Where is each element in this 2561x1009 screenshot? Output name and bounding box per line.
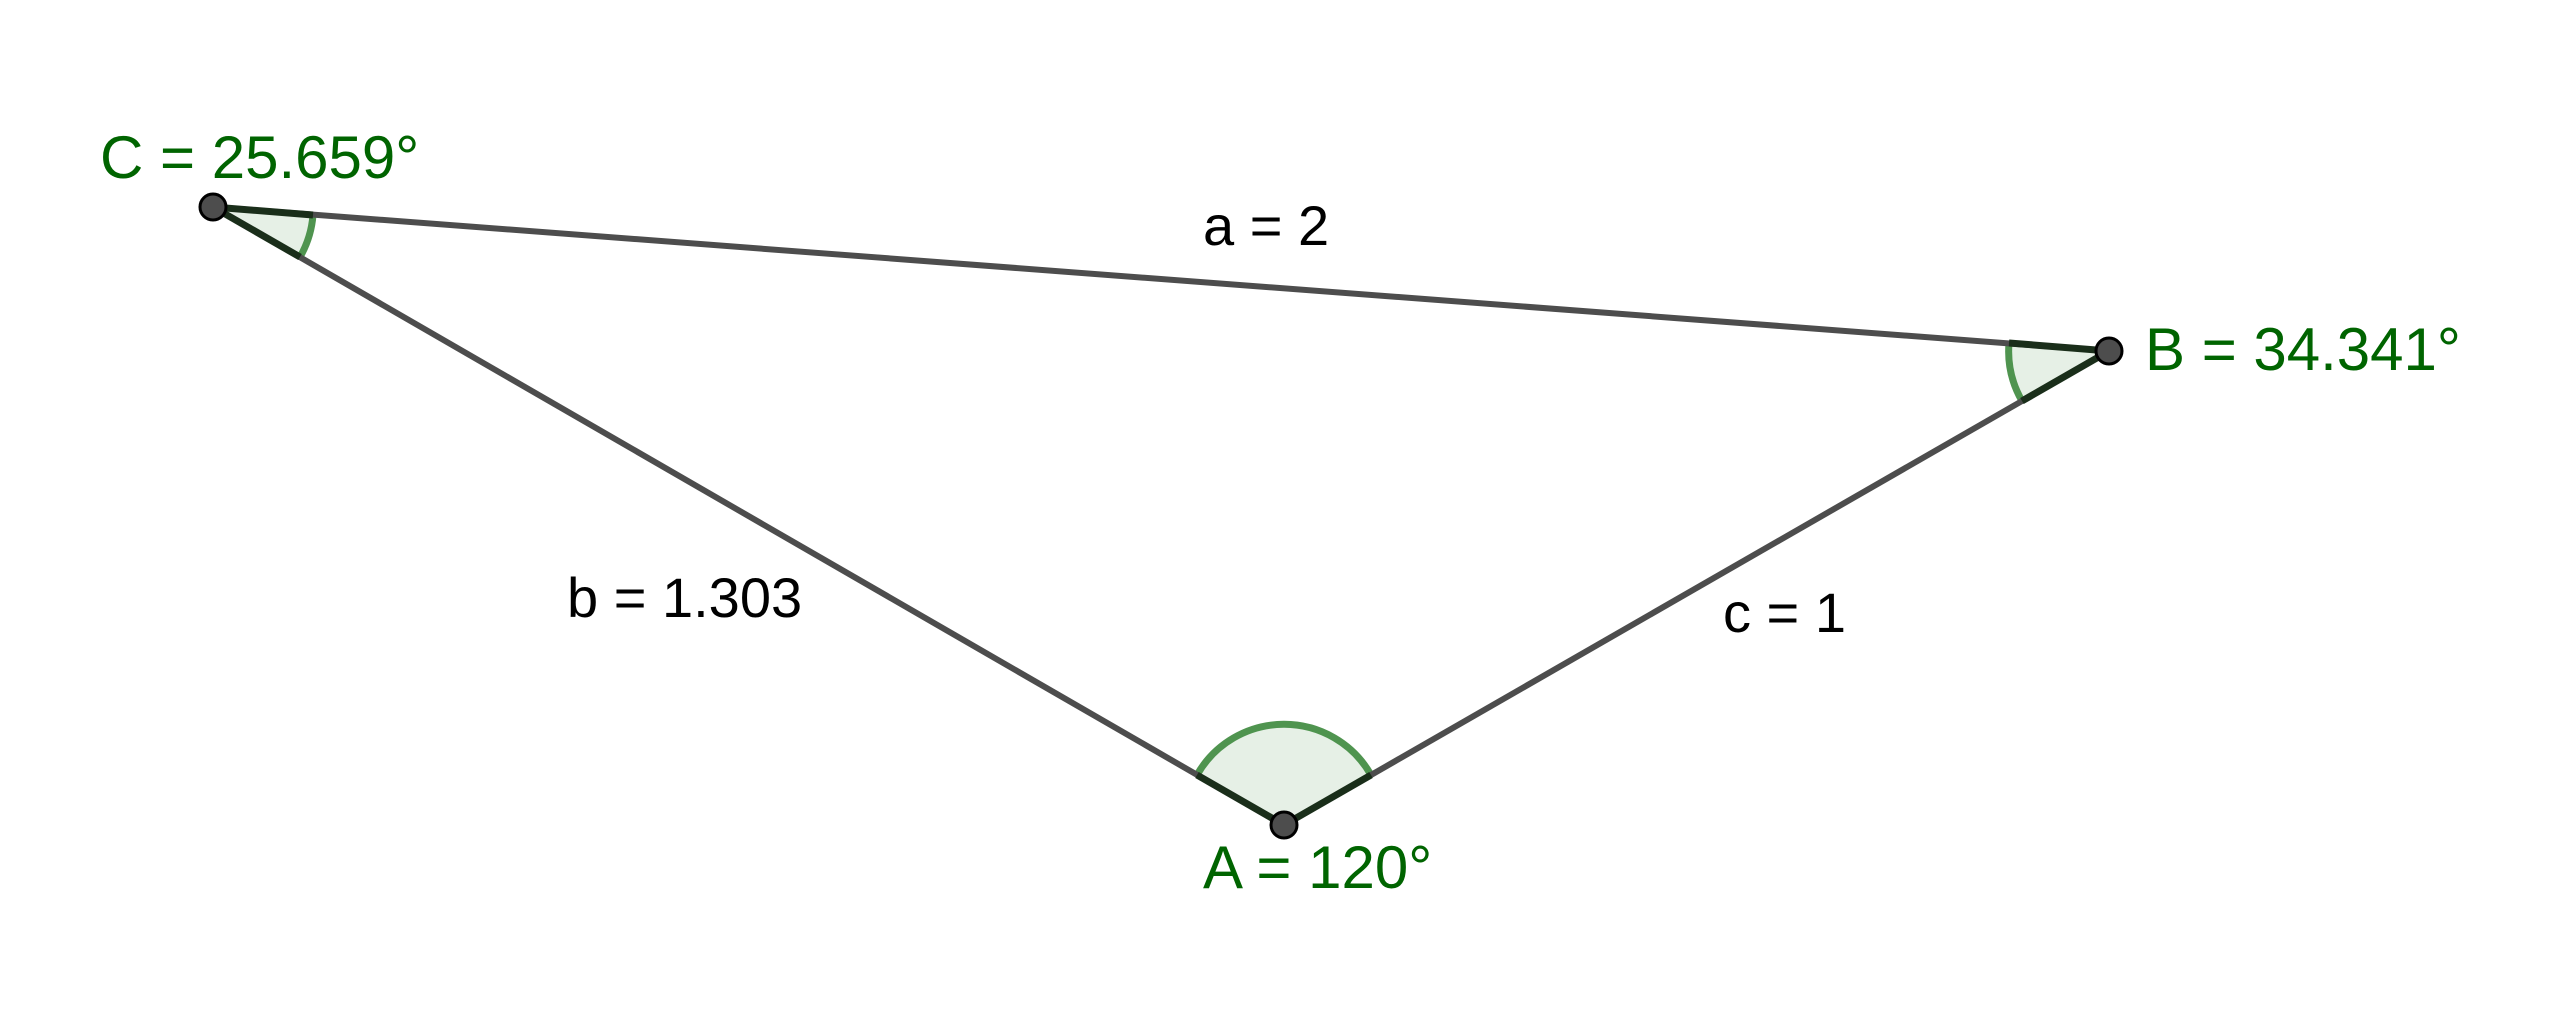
side-b-edge — [213, 207, 1284, 825]
angle-a-label: A = 120° — [1203, 834, 1433, 901]
side-b-label: b = 1.303 — [567, 566, 803, 629]
vertex-c-point[interactable] — [200, 194, 226, 220]
side-a-label: a = 2 — [1203, 194, 1330, 257]
side-c-edge — [1284, 351, 2109, 825]
angle-b-label: B = 34.341° — [2145, 316, 2461, 383]
angle-c-label: C = 25.659° — [100, 124, 420, 191]
side-a-edge — [213, 207, 2109, 351]
vertex-b-point[interactable] — [2096, 338, 2122, 364]
side-c-label: c = 1 — [1723, 581, 1846, 644]
angle-arc-a — [1197, 724, 1371, 825]
